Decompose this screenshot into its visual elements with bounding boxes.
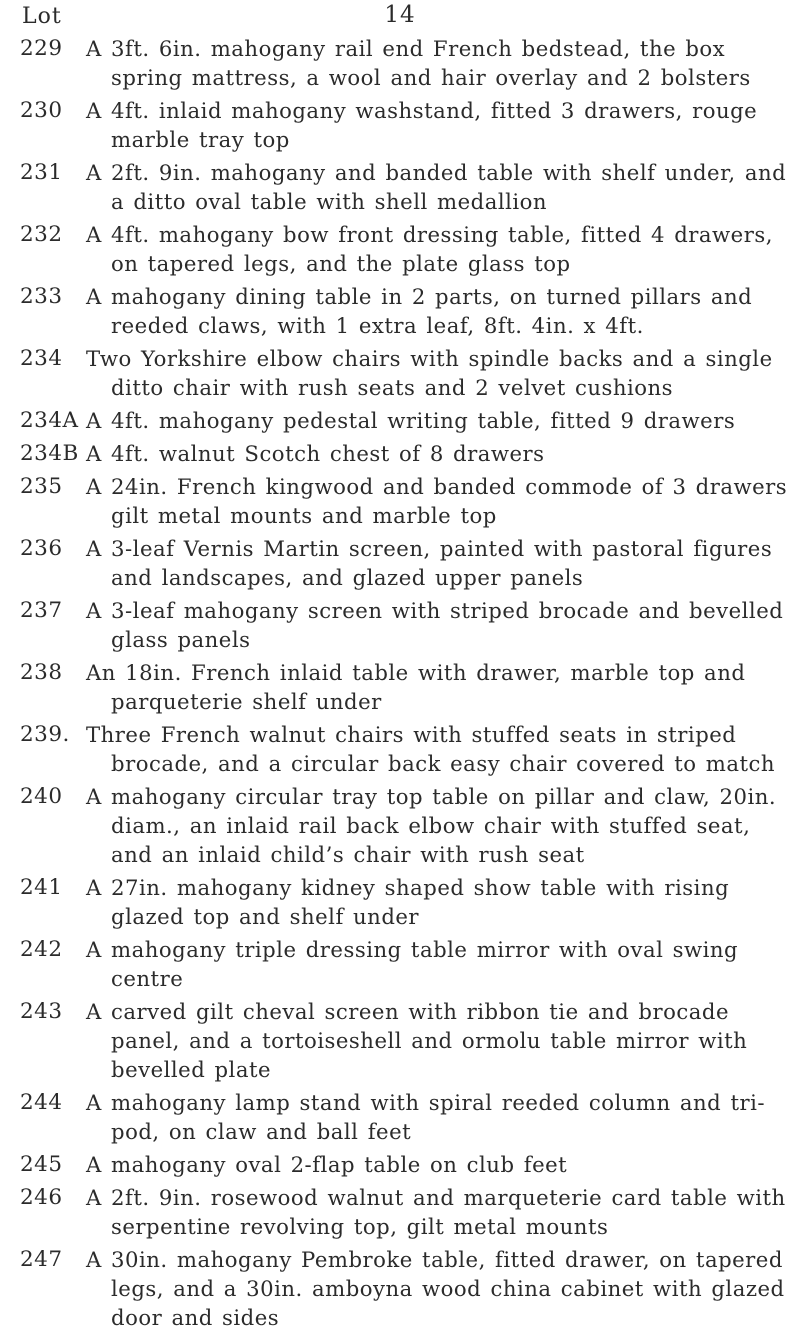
lot-number: 245: [20, 1152, 63, 1177]
lot-entry: [0, 935, 800, 993]
lot-description: A 4ft. walnut Scotch chest of 8 drawers: [86, 441, 545, 466]
lot-entry: [0, 873, 800, 931]
lot-description: An 18in. French inlaid table with drawer, marble top and parqueterie shelf under: [86, 660, 746, 714]
lot-description: A mahogany dining table in 2 parts, on turned pillars and reeded claws, with 1 extra leaf, 8ft. 4in. x 4ft.: [86, 284, 753, 338]
lot-description: A 4ft. mahogany pedestal writing table, fitted 9 drawers: [86, 408, 736, 433]
lot-description: A 27in. mahogany kidney shaped show table with rising glazed top and shelf under: [86, 875, 730, 929]
lot-number: 241: [20, 875, 63, 900]
lot-description: A 30in. mahogany Pembroke table, fitted drawer, on tapered legs, and a 30in. amboyna wood china cabinet with glazed door and sides: [86, 1247, 785, 1330]
lot-description: Two Yorkshire elbow chairs with spindle backs and a single ditto chair with rush seats and 2 velvet cushions: [86, 346, 773, 400]
lot-entry: [0, 96, 800, 154]
lot-description: A mahogany triple dressing table mirror with oval swing centre: [86, 937, 739, 991]
lot-description: A 24in. French kingwood and banded commode of 3 drawers gilt metal mounts and marble top: [86, 474, 788, 528]
lot-entry: [0, 1088, 800, 1146]
lot-number: 235: [20, 474, 63, 499]
lot-entry: [0, 720, 800, 778]
lot-entry: [0, 782, 800, 869]
lot-entry: [0, 596, 800, 654]
lot-description: A mahogany oval 2-flap table on club feet: [86, 1152, 568, 1177]
lot-list: [0, 34, 800, 1336]
lot-entry: [0, 158, 800, 216]
lot-number: 231: [20, 160, 63, 185]
lot-entry: [0, 282, 800, 340]
lot-entry: [0, 1245, 800, 1332]
page-number: 14: [384, 2, 416, 28]
lot-entry: [0, 34, 800, 92]
lot-number: 234: [20, 346, 63, 371]
lot-number: 240: [20, 784, 63, 809]
lot-description: A 2ft. 9in. rosewood walnut and marqueterie card table with serpentine revolving top, gilt metal mounts: [86, 1185, 786, 1239]
lot-description: A 3ft. 6in. mahogany rail end French bedstead, the box spring mattress, a wool and hair overlay and 2 bolsters: [86, 36, 751, 90]
lot-entry: [0, 658, 800, 716]
lot-description: A 2ft. 9in. mahogany and banded table with shelf under, and a ditto oval table with shell medallion: [86, 160, 787, 214]
lot-description: A mahogany lamp stand with spiral reeded column and tri-pod, on claw and ball feet: [86, 1090, 766, 1144]
lot-number: 246: [20, 1185, 63, 1210]
lot-number: 242: [20, 937, 63, 962]
lot-number: 247: [20, 1247, 63, 1272]
lot-entry: [0, 472, 800, 530]
lot-description: A 4ft. inlaid mahogany washstand, fitted 3 drawers, rouge marble tray top: [86, 98, 758, 152]
lot-number: 237: [20, 598, 63, 623]
lot-number: 239.: [20, 722, 70, 747]
lot-number: 234B: [20, 441, 79, 466]
lot-description: A 3-leaf Vernis Martin screen, painted with pastoral figures and landscapes, and glazed upper panels: [86, 536, 773, 590]
lot-description: A 3-leaf mahogany screen with striped brocade and bevelled glass panels: [86, 598, 784, 652]
lot-number: 236: [20, 536, 63, 561]
lot-number: 244: [20, 1090, 63, 1115]
lot-number: 233: [20, 284, 63, 309]
lot-entry: [0, 406, 800, 435]
lot-column-heading: Lot: [22, 4, 62, 29]
lot-number: 230: [20, 98, 63, 123]
lot-number: 234A: [20, 408, 79, 433]
lot-entry: [0, 1150, 800, 1179]
lot-description: A 4ft. mahogany bow front dressing table, fitted 4 drawers, on tapered legs, and the plate glass top: [86, 222, 773, 276]
lot-entry: [0, 997, 800, 1084]
lot-entry: [0, 1183, 800, 1241]
lot-number: 243: [20, 999, 63, 1024]
lot-number: 229: [20, 36, 63, 61]
lot-description: Three French walnut chairs with stuffed seats in striped brocade, and a circular back easy chair covered to match: [86, 722, 776, 776]
lot-entry: [0, 220, 800, 278]
lot-number: 238: [20, 660, 63, 685]
lot-number: 232: [20, 222, 63, 247]
lot-entry: [0, 534, 800, 592]
lot-description: A mahogany circular tray top table on pillar and claw, 20in. diam., an inlaid rail back elbow chair with stuffed seat, and an inlaid child’s chair with rush seat: [86, 784, 777, 867]
lot-description: A carved gilt cheval screen with ribbon tie and brocade panel, and a tortoiseshell and ormolu table mirror with bevelled plate: [86, 999, 748, 1082]
lot-entry: [0, 439, 800, 468]
lot-entry: [0, 344, 800, 402]
